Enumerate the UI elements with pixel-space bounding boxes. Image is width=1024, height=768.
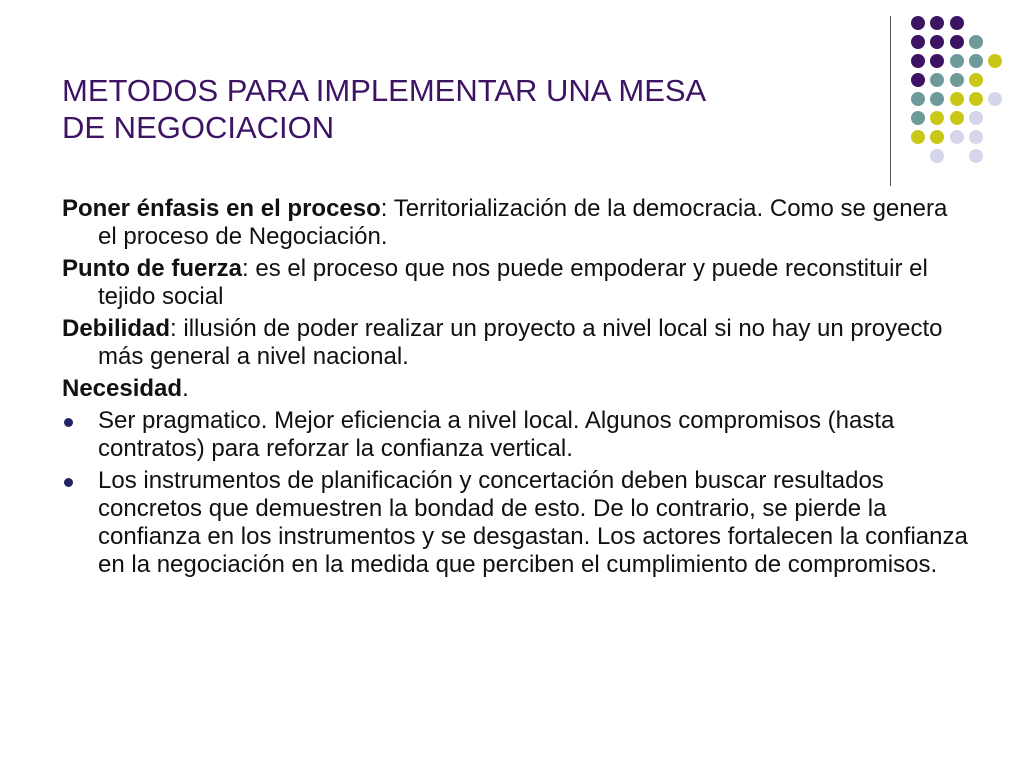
paragraph-fuerza [62,255,972,311]
slide-title-line-2: DE NEGOCIACION [62,110,335,145]
paragraph-lead: Punto de fuerza [62,255,243,282]
decorative-dot [911,92,925,106]
decorative-dot [969,111,983,125]
paragraph-separator: : [380,195,388,222]
decorative-dot [969,73,983,87]
bullet-dot-icon [64,478,73,487]
paragraph-lead: Debilidad [62,315,171,342]
paragraph-text: illusión de poder realizar un proyecto a nivel local si no hay un proyecto más general a nivel nacional. [98,315,943,370]
decorative-dot [911,73,925,87]
decorative-dot [930,35,944,49]
decorative-dot [969,149,983,163]
decorative-dot [950,16,964,30]
decorative-dot [988,92,1002,106]
decorative-dot [950,35,964,49]
bullet-dot-icon [64,418,73,427]
decorative-dot [911,130,925,144]
decorative-dot [930,111,944,125]
bullet-text: Los instrumentos de planificación y concertación deben buscar resultados concretos que demuestren la bondad de esto. De lo contrario, se pierde la confianza en los instrumentos y se desgastan. Los actores fortalecen la confianza en la negociación en la medida que perciben el cumplimiento de compromisos. [98,467,968,578]
paragraph-text: Territorialización de la democracia. Como se genera el proceso de Negociación. [98,195,948,250]
decorative-dot [950,92,964,106]
decorative-dot [911,35,925,49]
decorative-dot [930,92,944,106]
decorative-dot [911,16,925,30]
decorative-dot [911,54,925,68]
decorative-dot [930,54,944,68]
decorative-dot [969,35,983,49]
decorative-dot [911,111,925,125]
bullet-item [62,467,972,579]
slide-body [62,195,972,583]
paragraph-text: es el proceso que nos puede empoderar y puede reconstituir el tejido social [98,255,928,310]
decorative-dot [950,111,964,125]
paragraph-separator: : [170,315,177,342]
decorative-dot [988,54,1002,68]
decorative-dot [969,130,983,144]
slide-title-line-1: METODOS PARA IMPLEMENTAR UNA MESA [62,73,707,108]
decorative-dot-grid [0,0,1024,200]
decorative-dot [950,130,964,144]
decorative-dot [950,54,964,68]
paragraph-debilidad [62,315,972,371]
decorative-dot [930,73,944,87]
decorative-dot [969,54,983,68]
bullet-item [62,407,972,463]
decorative-dot [930,130,944,144]
paragraph-lead: Necesidad [62,375,183,402]
decorative-dot [950,73,964,87]
paragraph-separator: . [182,375,189,402]
bullet-text: Ser pragmatico. Mejor eficiencia a nivel local. Algunos compromisos (hasta contratos) para reforzar la confianza vertical. [98,407,895,462]
decorative-dot [969,92,983,106]
paragraph-enfasis [62,195,972,251]
decorative-dot [930,149,944,163]
paragraph-necesidad [62,375,972,403]
paragraph-separator: : [242,255,249,282]
paragraph-lead: Poner énfasis en el proceso [62,195,381,222]
decorative-dot [930,16,944,30]
